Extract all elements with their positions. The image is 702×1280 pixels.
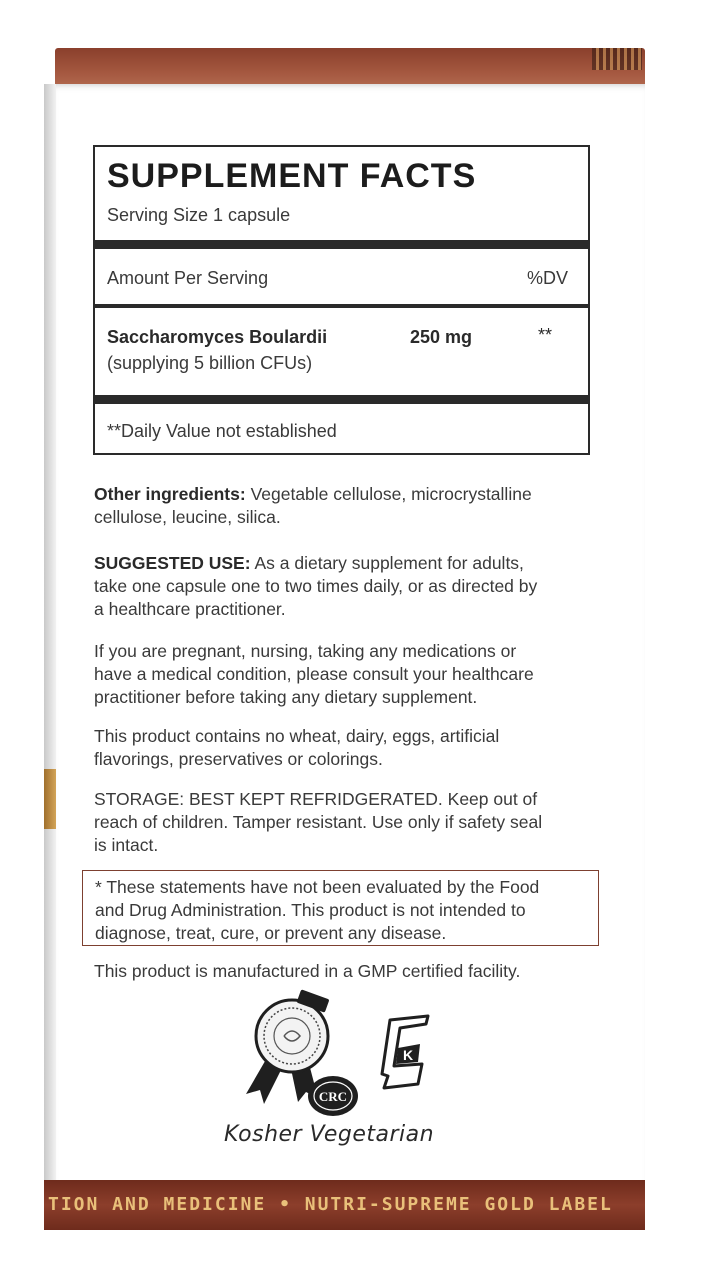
warning-text: If you are pregnant, nursing, taking any medications or	[94, 641, 517, 661]
supplement-facts-table	[93, 145, 590, 455]
storage-text: STORAGE: BEST KEPT REFRIDGERATED. Keep out of	[94, 789, 538, 809]
facts-title: SUPPLEMENT FACTS	[107, 157, 477, 195]
divider	[95, 240, 588, 249]
allergen-text: flavorings, preservatives or colorings.	[94, 749, 383, 769]
amount-per-serving-header: Amount Per Serving	[107, 268, 269, 288]
storage-statement	[94, 788, 594, 857]
box-top-flap	[55, 48, 645, 88]
ingredient-cfu-note: (supplying 5 billion CFUs)	[107, 353, 313, 373]
kosher-vegetarian-label: Kosher Vegetarian	[224, 1122, 435, 1147]
storage-text: is intact.	[94, 835, 159, 855]
gmp-statement: This product is manufactured in a GMP certified facility.	[94, 961, 521, 981]
suggested-use	[94, 552, 594, 621]
suggested-use-label: SUGGESTED USE:	[94, 553, 251, 573]
disclaimer-text: * These statements have not been evaluated by the Food	[95, 877, 540, 897]
suggested-use-text: As a dietary supplement for adults,	[254, 553, 524, 573]
other-ingredients	[94, 483, 594, 529]
serving-size: Serving Size 1 capsule	[107, 205, 291, 225]
gold-stripe	[44, 769, 56, 829]
pregnancy-warning	[94, 640, 594, 709]
crc-text: CRC	[318, 1089, 348, 1104]
other-ingredients-text: Vegetable cellulose, microcrystalline	[250, 484, 532, 504]
other-ingredients-label: Other ingredients:	[94, 484, 246, 504]
kosher-k-logo-icon	[378, 1014, 442, 1097]
divider	[95, 395, 588, 404]
dv-footnote: **Daily Value not established	[107, 421, 337, 441]
storage-text: reach of children. Tamper resistant. Use only if safety seal	[94, 812, 543, 832]
ingredient-name: Saccharomyces Boulardii	[107, 327, 328, 347]
warning-text: have a medical condition, please consult your healthcare	[94, 664, 534, 684]
k-text: K	[402, 1047, 414, 1063]
suggested-use-text: take one capsule one to two times daily, or as directed by	[94, 576, 538, 596]
brand-band: TION AND MEDICINE • NUTRI-SUPREME GOLD LABEL	[44, 1180, 645, 1230]
allergen-text: This product contains no wheat, dairy, eggs, artificial	[94, 726, 500, 746]
warning-text: practitioner before taking any dietary supplement.	[94, 687, 478, 707]
ingredient-dv: **	[537, 325, 552, 345]
dv-header: %DV	[526, 268, 568, 288]
disclaimer-text: diagnose, treat, cure, or prevent any disease.	[95, 923, 447, 943]
fda-disclaimer-box	[82, 870, 599, 946]
box-top-print	[592, 48, 642, 70]
divider	[95, 304, 588, 308]
suggested-use-text: a healthcare practitioner.	[94, 599, 286, 619]
other-ingredients-text: cellulose, leucine, silica.	[94, 507, 281, 527]
allergen-statement	[94, 725, 594, 771]
disclaimer-text: and Drug Administration. This product is not intended to	[95, 900, 526, 920]
box-left-edge	[44, 84, 56, 1209]
ingredient-amount: 250 mg	[410, 327, 473, 347]
crc-logo-icon	[306, 1074, 360, 1123]
